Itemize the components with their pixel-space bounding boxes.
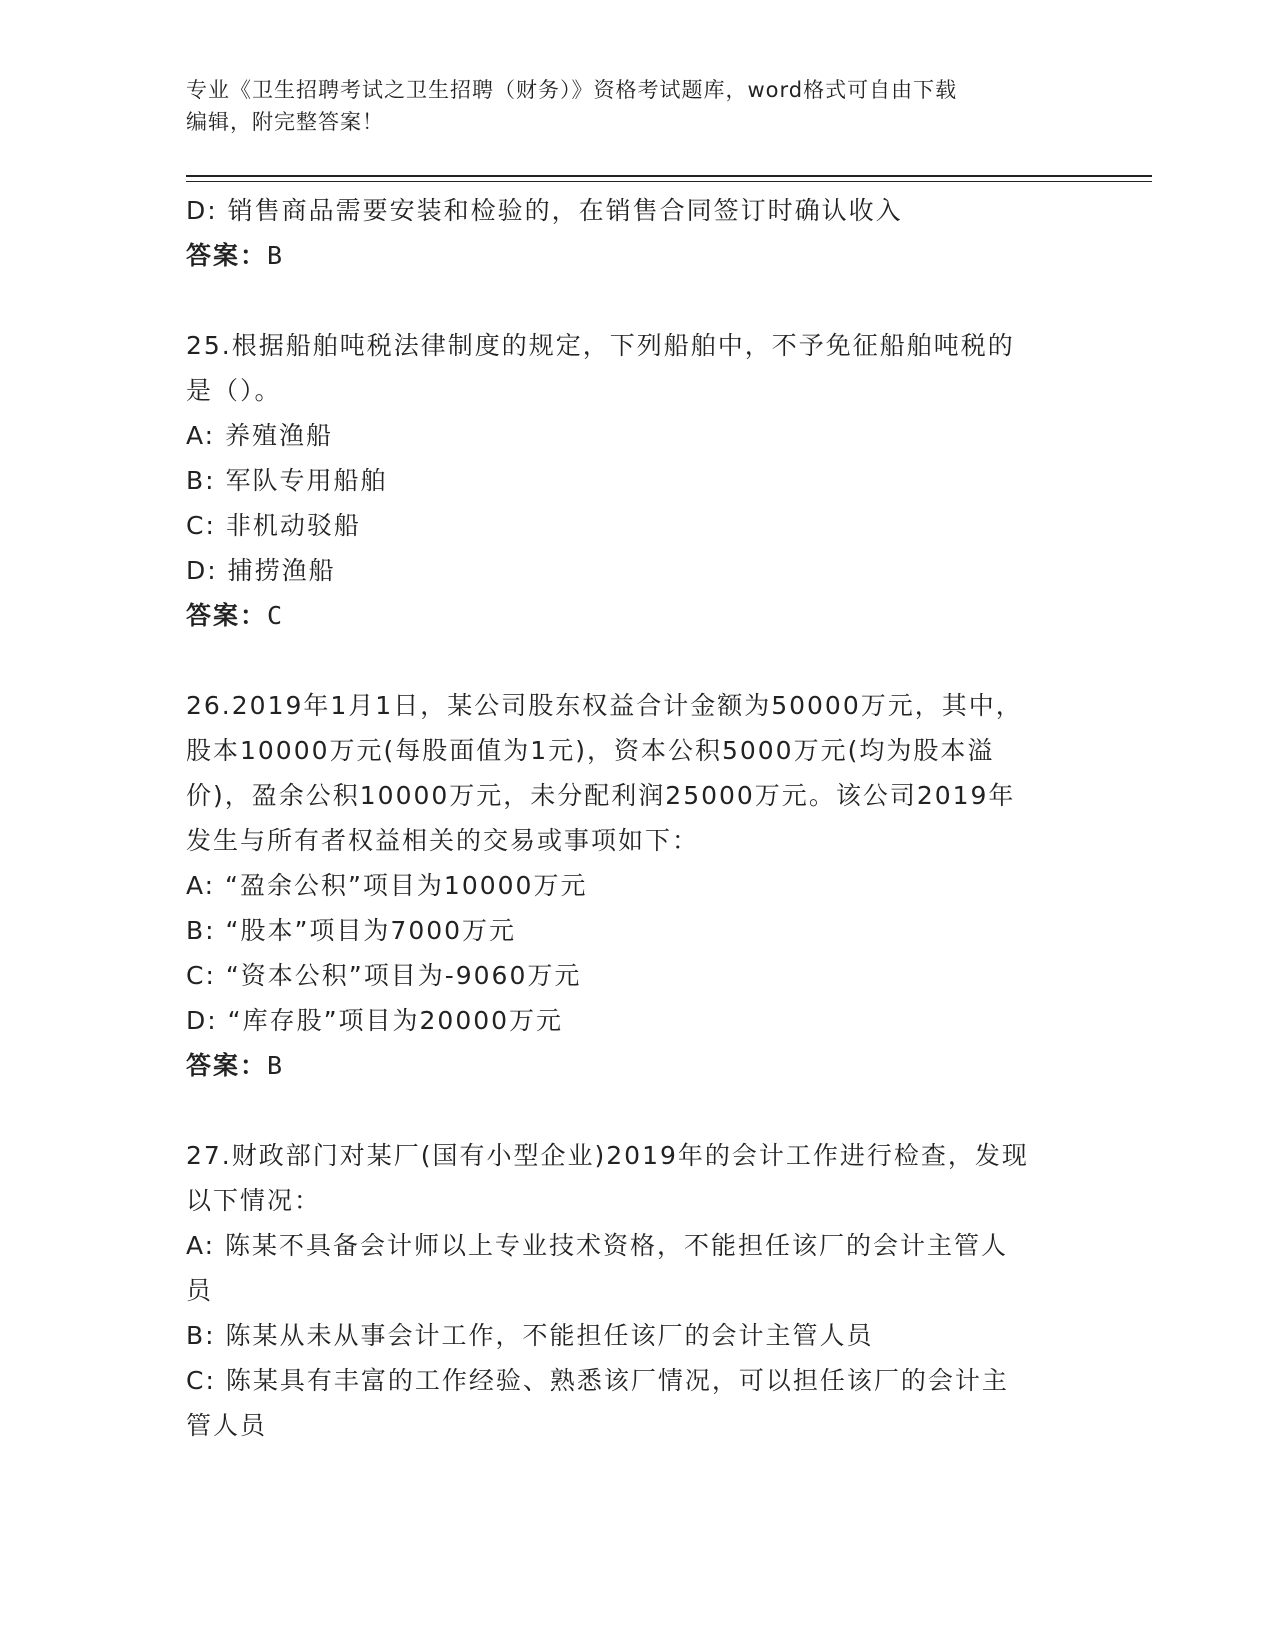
option-c: C: 非机动驳船 <box>186 511 361 540</box>
header-divider-thin <box>186 181 1152 182</box>
answer-label: 答案： <box>186 601 268 630</box>
answer-value: B <box>267 1051 285 1080</box>
answer-value: B <box>267 241 285 270</box>
question-26 <box>186 683 1086 1088</box>
prev-question-tail <box>186 188 1086 278</box>
option-b: B: 陈某从未从事会计工作，不能担任该厂的会计主管人员 <box>186 1321 874 1350</box>
question-stem-line: 25.根据船舶吨税法律制度的规定，下列船舶中，不予免征船舶吨税的 <box>186 331 1015 360</box>
question-stem-line: 是（）。 <box>186 376 282 405</box>
question-25 <box>186 323 1086 638</box>
answer-line <box>186 1043 1086 1088</box>
option-a: A: 陈某不具备会计师以上专业技术资格，不能担任该厂的会计主管人 <box>186 1231 1009 1260</box>
header-line-1: 专业《卫生招聘考试之卫生招聘（财务）》资格考试题库，word格式可自由下载 <box>186 78 958 102</box>
option-b: B: “股本”项目为7000万元 <box>186 916 517 945</box>
option-c: C: “资本公积”项目为-9060万元 <box>186 961 582 990</box>
option-d: D: 销售商品需要安装和检验的，在销售合同签订时确认收入 <box>186 196 903 225</box>
answer-line <box>186 593 1086 638</box>
option-a: A: “盈余公积”项目为10000万元 <box>186 871 588 900</box>
option-a: A: 养殖渔船 <box>186 421 334 450</box>
question-stem-line: 价)，盈余公积10000万元，未分配利润25000万元。该公司2019年 <box>186 781 1016 810</box>
answer-label: 答案： <box>186 241 268 270</box>
option-a-continued: 员 <box>186 1276 214 1305</box>
question-27 <box>186 1133 1086 1448</box>
option-c: C: 陈某具有丰富的工作经验、熟悉该厂情况，可以担任该厂的会计主 <box>186 1366 1009 1395</box>
question-stem-line: 26.2019年1月1日，某公司股东权益合计金额为50000万元，其中， <box>186 691 1023 720</box>
option-b: B: 军队专用船舶 <box>186 466 388 495</box>
option-d: D: “库存股”项目为20000万元 <box>186 1006 564 1035</box>
answer-line <box>186 233 1086 278</box>
answer-value: C <box>267 601 285 630</box>
option-c-continued: 管人员 <box>186 1411 268 1440</box>
question-stem-line: 27.财政部门对某厂(国有小型企业)2019年的会计工作进行检查，发现 <box>186 1141 1029 1170</box>
question-stem-line: 发生与所有者权益相关的交易或事项如下： <box>186 826 700 855</box>
document-header <box>186 74 1066 138</box>
question-stem-line: 股本10000万元(每股面值为1元)，资本公积5000万元(均为股本溢 <box>186 736 995 765</box>
answer-label: 答案： <box>186 1051 268 1080</box>
header-divider-thick <box>186 175 1152 177</box>
option-d: D: 捕捞渔船 <box>186 556 336 585</box>
header-line-2: 编辑，附完整答案！ <box>186 110 384 134</box>
question-content <box>186 188 1086 1448</box>
question-stem-line: 以下情况： <box>186 1186 322 1215</box>
